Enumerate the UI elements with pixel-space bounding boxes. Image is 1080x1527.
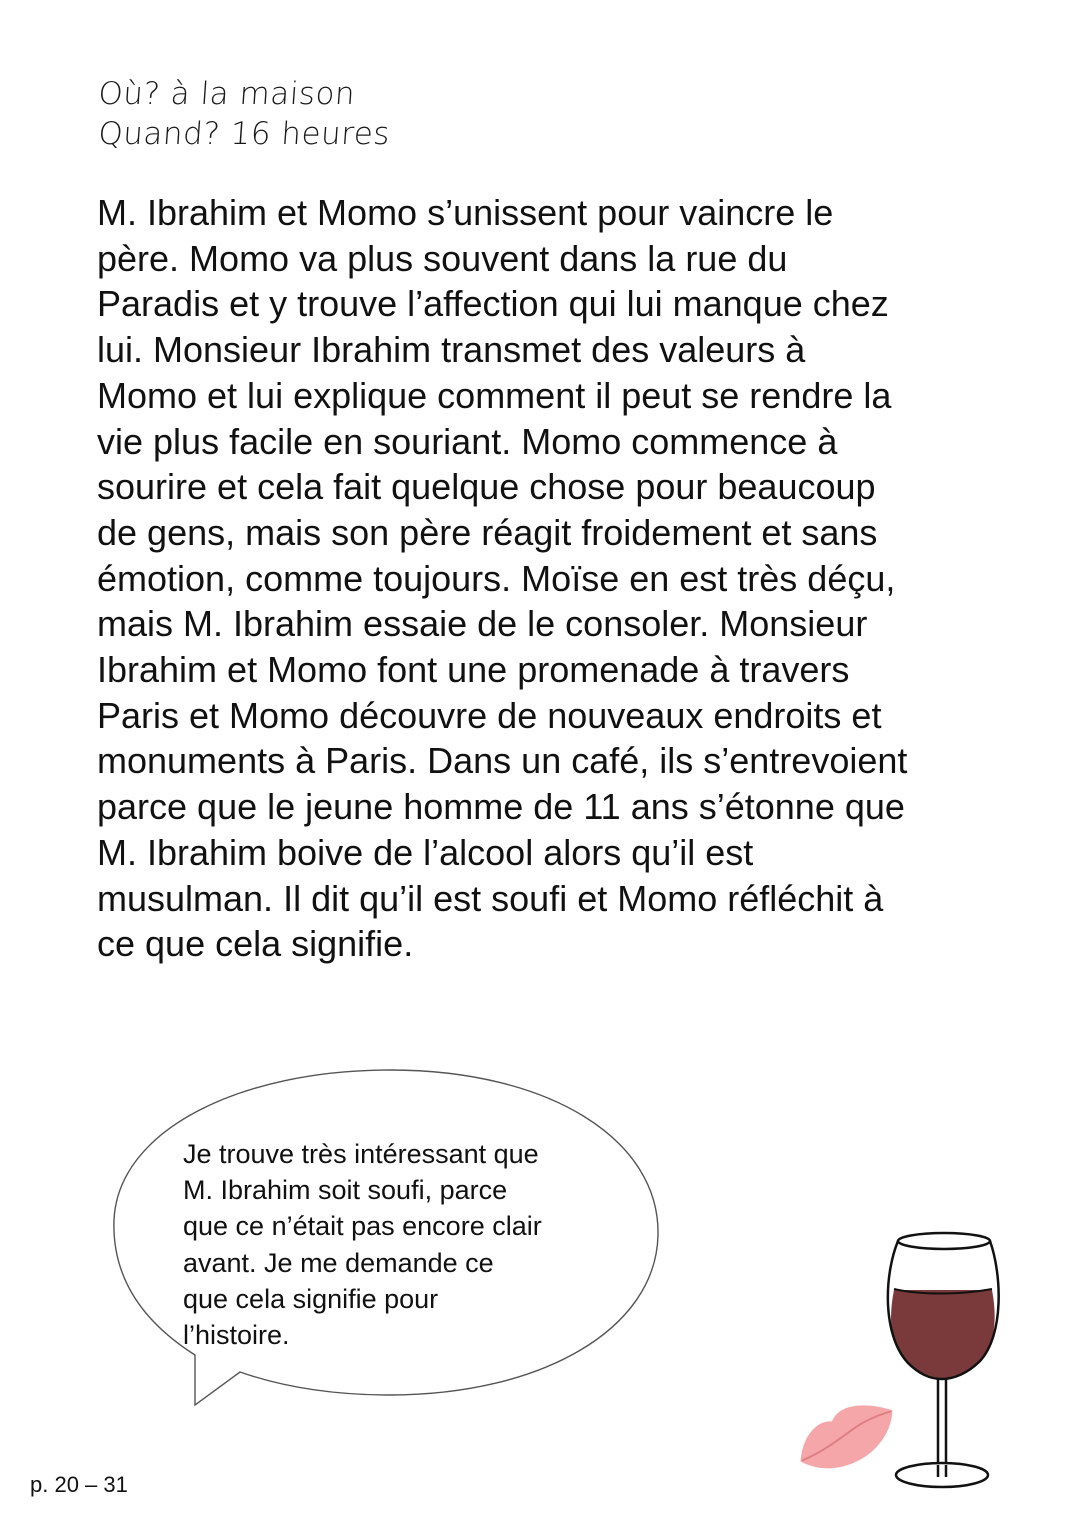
summary-line: émotion, comme toujours. Moïse en est très déçu, xyxy=(97,557,896,599)
summary-line: Paradis et y trouve l’affection qui lui manque chez xyxy=(97,283,889,325)
bubble-line: l’histoire. xyxy=(183,1320,290,1351)
summary-line: vie plus facile en souriant. Momo commence à xyxy=(97,420,838,462)
summary-line: parce que le jeune homme de 11 ans s’étonne que xyxy=(97,786,905,828)
chapter-summary xyxy=(97,190,997,967)
summary-line: lui. Monsieur Ibrahim transmet des valeurs à xyxy=(97,329,806,371)
bubble-line: que ce n’était pas encore clair xyxy=(183,1211,542,1242)
speech-bubble-text xyxy=(183,1136,623,1353)
summary-line: M. Ibrahim boive de l’alcool alors qu’il est xyxy=(97,831,754,873)
summary-line: sourire et cela fait quelque chose pour beaucoup xyxy=(97,466,876,508)
summary-line: ce que cela signifie. xyxy=(97,923,414,965)
where-label: Où? à la maison xyxy=(97,76,357,112)
summary-line: de gens, mais son père réagit froidement et sans xyxy=(97,511,878,553)
summary-line: mais M. Ibrahim essaie de le consoler. Monsieur xyxy=(97,603,868,645)
summary-line: père. Momo va plus souvent dans la rue du xyxy=(97,237,788,279)
summary-line: M. Ibrahim et Momo s’unissent pour vaincre le xyxy=(97,192,834,233)
bubble-line: M. Ibrahim soit soufi, parce xyxy=(183,1175,508,1206)
location-time-header xyxy=(97,74,392,154)
page-reference: p. 20 – 31 xyxy=(30,1472,128,1497)
bubble-line: que cela signifie pour xyxy=(183,1283,439,1314)
when-label: Quand? 16 heures xyxy=(97,116,392,152)
bubble-line: avant. Je me demande ce xyxy=(183,1247,494,1278)
bubble-line: Je trouve très intéressant que xyxy=(183,1139,539,1169)
summary-line: Momo et lui explique comment il peut se rendre la xyxy=(97,374,892,416)
summary-line: Ibrahim et Momo font une promenade à travers xyxy=(97,649,850,691)
summary-line: monuments à Paris. Dans un café, ils s’entrevoient xyxy=(97,740,908,782)
wine-glass-icon xyxy=(880,1225,1004,1495)
summary-line: Paris et Momo découvre de nouveaux endroits et xyxy=(97,694,882,736)
summary-line: musulman. Il dit qu’il est soufi et Momo réfléchit à xyxy=(97,877,884,919)
